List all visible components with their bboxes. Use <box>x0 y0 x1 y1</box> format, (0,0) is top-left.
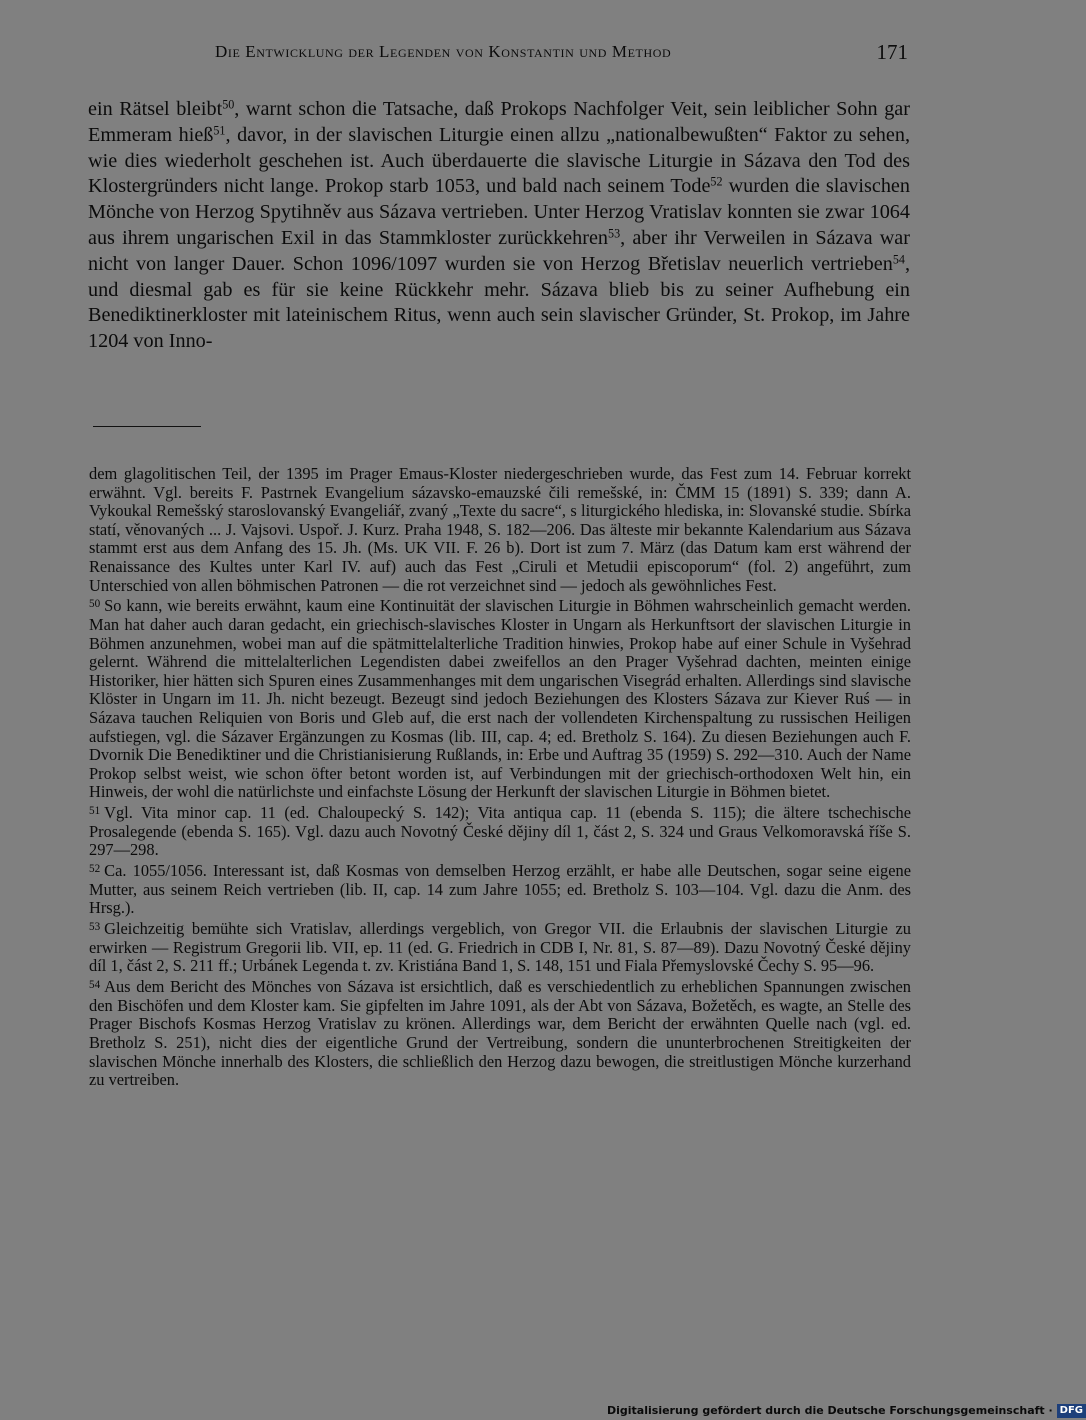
footnote-ref-51: 51 <box>213 123 226 138</box>
footnote-text: Aus dem Bericht des Mönches von Sázava ist ersichtlich, daß es verschiedentlich zu erheblichen Spannungen zwischen den Bischöfen und dem Kloster kam. Sie gipfelten im Jahre 1091, als der Abt von Sázava, Božetěch, es wagte, an Stelle des Prager Bischofs Kosmas Herzog Vratislav zu krönen. Allerdings war, dem Bericht der erwähnten Quelle nach (vgl. ed. Bretholz S. 251), nicht dies der eigentliche Grund der Vertreibung, sondern die ununterbrochenen Streitigkeiten der slavischen Mönche innerhalb des Klosters, die schließlich den Herzog dazu bewogen, die streitlustigen Mönche kurzerhand zu vertreiben. <box>89 977 911 1090</box>
footnote-54 <box>89 976 911 1090</box>
body-text: , davor, in der slavischen Liturgie einen allzu „nationalbewußten“ Faktor zu sehen, wie dies wiederholt geschehen ist. Auch überdauerte die slavische Liturgie in Sázava den Tod des Klostergründers nicht lange. Prokop starb 1053, und bald nach seinem Tode <box>88 123 910 198</box>
page-number: 171 <box>876 40 908 64</box>
footnote-50 <box>89 595 911 802</box>
body-text: , aber ihr Verweilen in Sázava war nicht von langer Dauer. Schon 1096/1097 wurden sie von Herzog Břetislav neuerlich vertrieben <box>88 226 910 275</box>
digitization-footer <box>607 1403 1086 1419</box>
footnote-53 <box>89 918 911 976</box>
footnote-text: So kann, wie bereits erwähnt, kaum eine Kontinuität der slavischen Liturgie in Böhmen wahrscheinlich gemacht werden. Man hat daher auch daran gedacht, ein griechisch-slavisches Kloster in Ungarn als Herkunftsort der slavischen Liturgie in Böhmen anzunehmen, wobei man auf die spätmittelalterliche Tradition hinwies, Prokop habe auf einer Schule in Vyšehrad gelernt. Während die mittelalterlichen Legendisten dabei zweifellos an den Prager Vyšehrad dachten, meinten einige Historiker, hier hätten sich Spuren eines Zusammenhanges mit dem ungarischen Visegrád erhalten. Allerdings sind slavische Klöster in Ungarn im 11. Jh. nicht bezeugt. Bezeugt sind jedoch Beziehungen des Klosters Sázava zur Kiever Ruś — in Sázava tauchen Reliquien von Boris und Gleb auf, die erst nach der vollendeten Kirchenspaltung zu russischen Heiligen aufstiegen, vgl. die Sázaver Ergänzungen zu Kosmas (lib. III, cap. 4; ed. Bretholz S. 164). Zu diesen Beziehungen auch F. Dvornik Die Benediktiner und die Christianisierung Rußlands, in: Erbe und Auftrag 35 (1959) S. 292—310. Auch der Name Prokop selbst weist, wie schon öfter betont worden ist, auf Verbindungen mit der griechisch-orthodoxen Welt hin, ein Hinweis, der wohl die natürlichste und einfachste Lösung der Herkunft der slavischen Liturgie in Böhmen bietet. <box>89 596 911 802</box>
main-text-block <box>88 97 910 355</box>
dfg-logo: DFG <box>1057 1404 1086 1418</box>
running-title: Die Entwicklung der Legenden von Konstantin und Method <box>215 42 672 61</box>
footnote-ref-50: 50 <box>222 97 235 112</box>
body-text: wurden die slavischen Mönche von Herzog Spytihněv aus Sázava vertrieben. Unter Herzog Vratislav konnten sie zwar 1064 aus ihrem ungarischen Exil in das Stammkloster zurückkehren <box>88 175 910 249</box>
footnote-number: 52 <box>89 862 101 875</box>
footnote-ref-52: 52 <box>710 174 723 189</box>
footnote-ref-54: 54 <box>892 252 905 267</box>
footnote-continuation: dem glagolitischen Teil, der 1395 im Prager Emaus-Kloster niedergeschrieben wurde, das Fest zum 14. Februar korrekt erwähnt. Vgl. bereits F. Pastrnek Evangelium sázavsko-emauzské čili remešské, in: ČMM 15 (1891) S. 339; dann A. Vykoukal Remešský staroslovanský Evangeliář, zvaný „Texte du sacre“, s liturgického hlediska, in: Slovanské studie. Sbírka statí, věnovaných ... J. Vajsovi. Uspoř. J. Kurz. Praha 1948, S. 182—206. Das älteste mir bekannte Kalendarium aus Sázava stammt erst aus dem Anfang des 15. Jh. (Ms. UK VII. F. 26 b). Dort ist zum 7. März (das Datum kam erst während der Renaissance des Kultes unter Karl IV. auf) auch das Fest „Ciruli et Metudii episcoporum“ (fol. 2) angeführt, zum Unterschied von allen böhmischen Patronen — die rot verzeichnet sind — jedoch als gewöhnliches Fest. <box>89 464 911 595</box>
footnote-number: 53 <box>89 920 101 933</box>
footnote-number: 51 <box>89 804 101 817</box>
footnote-text: Vgl. Vita minor cap. 11 (ed. Chaloupecký S. 142); Vita antiqua cap. 11 (ebenda S. 115); die ältere tschechische Prosalegende (ebenda S. 165). Vgl. dazu auch Novotný České dějiny díl 1, část 2, S. 324 und Graus Velkomoravská říše S. 297—298. <box>89 803 911 860</box>
running-header <box>215 40 910 70</box>
body-text: , und diesmal gab es für sie keine Rückkehr mehr. Sázava blieb bis zu seiner Aufhebung ein Benediktinerkloster mit lateinischem Ritus, wenn auch sein slavischer Gründer, St. Prokop, im Jahre 1204 von Inno- <box>88 252 910 353</box>
footnote-ref-53: 53 <box>608 226 621 241</box>
footnote-number: 54 <box>89 978 101 991</box>
funding-credit: Digitalisierung gefördert durch die Deutsche Forschungsgemeinschaft · <box>607 1404 1053 1417</box>
footnote-text: Ca. 1055/1056. Interessant ist, daß Kosmas von demselben Herzog erzählt, er habe alle Deutschen, sogar seine eigene Mutter, aus seinem Reich vertrieben (lib. II, cap. 14 zum Jahre 1055; ed. Bretholz S. 103—104. Vgl. dazu die Anm. des Hrsg.). <box>89 861 911 918</box>
footnote-51 <box>89 802 911 860</box>
footnote-separator <box>93 426 201 427</box>
body-paragraph <box>88 97 910 355</box>
footnote-52 <box>89 860 911 918</box>
body-text: , warnt schon die Tatsache, daß Prokops Nachfolger Veit, sein leiblicher Sohn gar Emmeram hieß <box>88 98 910 146</box>
footnote-number: 50 <box>89 598 101 611</box>
footnote-text: Gleichzeitig bemühte sich Vratislav, allerdings vergeblich, von Gregor VII. die Erlaubnis der slavischen Liturgie zu erwirken — Registrum Gregorii lib. VII, ep. 11 (ed. G. Friedrich in CDB I, Nr. 81, S. 87—89). Dazu Novotný České dějiny díl 1, část 2, S. 211 ff.; Urbánek Legenda t. zv. Kristiána Band 1, S. 148, 151 und Fiala Přemyslovské Čechy S. 95—96. <box>89 919 911 976</box>
footnotes-block <box>89 465 911 1090</box>
body-text: ein Rätsel bleibt <box>88 98 223 120</box>
